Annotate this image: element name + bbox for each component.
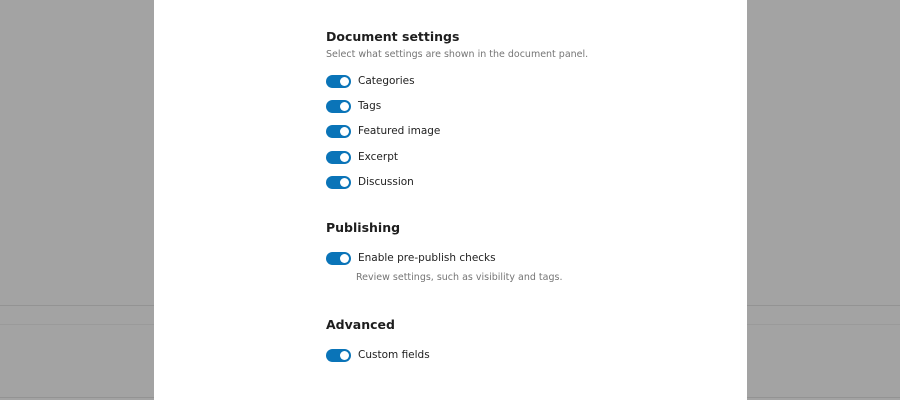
section-description-document-settings: Select what settings are shown in the document panel. (326, 49, 589, 60)
toggle-knob (340, 254, 349, 263)
option-pre-publish-checks[interactable] (326, 251, 496, 265)
section-title-publishing: Publishing (326, 220, 401, 235)
option-excerpt[interactable] (326, 150, 398, 164)
option-label: Custom fields (358, 349, 430, 361)
toggle-knob (340, 127, 349, 136)
option-discussion[interactable] (326, 175, 414, 189)
toggle-knob (340, 178, 349, 187)
excerpt-toggle[interactable] (326, 151, 351, 164)
option-label: Discussion (358, 176, 414, 188)
section-title-document-settings: Document settings (326, 29, 460, 44)
option-label: Enable pre-publish checks (358, 252, 496, 264)
option-label: Tags (358, 100, 382, 112)
discussion-toggle[interactable] (326, 176, 351, 189)
option-custom-fields[interactable] (326, 348, 430, 362)
toggle-knob (340, 153, 349, 162)
categories-toggle[interactable] (326, 75, 351, 88)
option-help-pre-publish-checks: Review settings, such as visibility and tags. (356, 272, 563, 283)
toggle-knob (340, 102, 349, 111)
custom-fields-toggle[interactable] (326, 349, 351, 362)
preferences-modal (154, 0, 747, 400)
option-featured-image[interactable] (326, 124, 440, 138)
option-label: Excerpt (358, 151, 398, 163)
tags-toggle[interactable] (326, 100, 351, 113)
option-label: Featured image (358, 125, 441, 137)
pre-publish-checks-toggle[interactable] (326, 252, 351, 265)
featured-image-toggle[interactable] (326, 125, 351, 138)
section-title-advanced: Advanced (326, 317, 395, 332)
option-categories[interactable] (326, 74, 415, 88)
toggle-knob (340, 77, 349, 86)
toggle-knob (340, 351, 349, 360)
option-label: Categories (358, 75, 415, 87)
option-tags[interactable] (326, 99, 381, 113)
